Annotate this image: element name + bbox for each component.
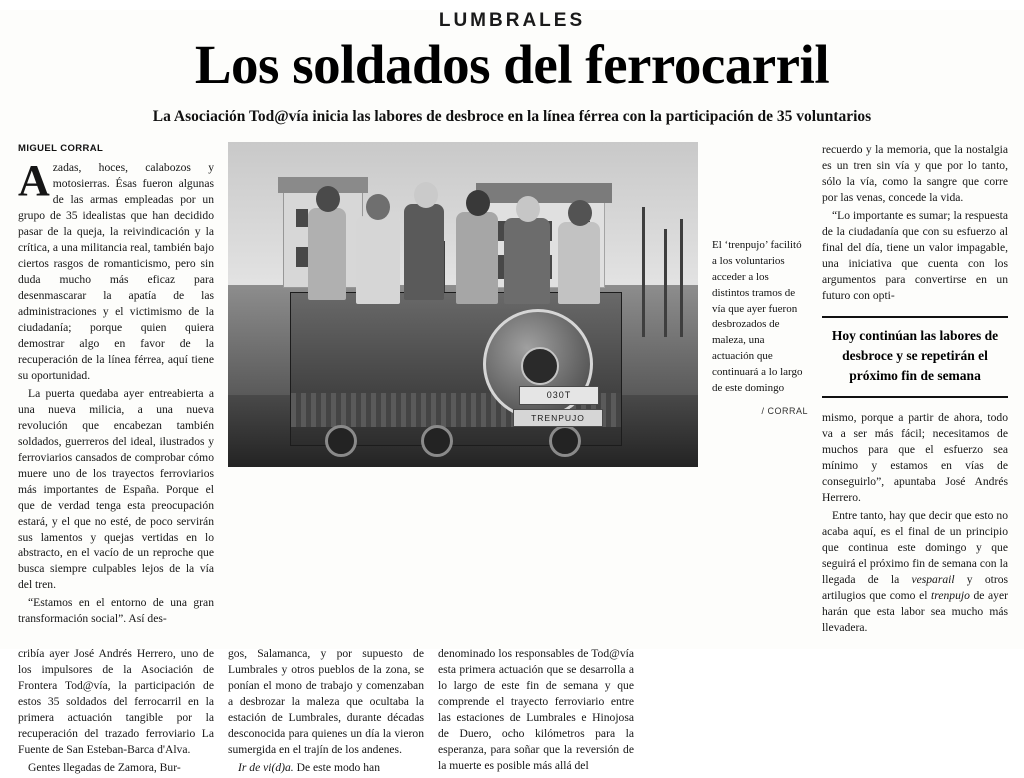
column-bottom-2: [228, 646, 424, 778]
term-trenpujo: trenpujo: [931, 589, 970, 603]
photo-caption-column: [712, 142, 808, 418]
paragraph-text-b: y otros artilugios que como el: [822, 573, 1009, 603]
photo-person: [308, 208, 346, 300]
photo-person-head: [516, 196, 540, 222]
photo-credit: / CORRAL: [761, 406, 808, 417]
paragraph: Gentes llegadas de Zamora, Bur-: [28, 761, 181, 775]
term-vesparail: vesparail: [911, 573, 955, 587]
photo-person: [404, 204, 444, 300]
photo-person: [558, 222, 600, 304]
photo-person: [356, 216, 400, 304]
photo-person-head: [466, 190, 490, 216]
byline: MIGUEL CORRAL: [18, 142, 104, 154]
paragraph-text-a: Entre tanto, hay que decir que esto no acaba aquí, es el final de un principio que continua este domingo y que seguirá el próximo fin de semana con la llegada de la: [822, 509, 1008, 587]
column-bottom-spacer: [648, 646, 844, 778]
newspaper-page: [0, 10, 1024, 775]
drop-cap: A: [18, 155, 50, 205]
bottom-row: [0, 646, 1024, 778]
paragraph: “Estamos en el entorno de una gran transformación social”. Así des-: [18, 596, 214, 626]
paragraph: denominado los responsables de Tod@vía esta primera actuación que se desarrolla a lo largo de este fin de semana y que comprende el trayecto ferroviario entre las estaciones de Lumbrales e Hinojosa de Duero, ocho kilómetros para la esperanza, para soñar que la reversión de la muerte es posible más allá del: [438, 647, 634, 773]
photo-person: [504, 218, 550, 304]
top-row: [18, 142, 1009, 638]
paragraph: recuerdo y la memoria, que la nostalgia es un tren sin vía y que por lo tanto, sólo la vía, como la sangre que corre por las venas, concede la vida.: [822, 142, 1008, 204]
photo-figure: [228, 142, 698, 467]
pull-quote: Hoy continúan las labores de desbroce y se repetirán el próximo fin de semana: [822, 316, 1008, 399]
photo-person-head: [366, 194, 390, 220]
section-kicker: LUMBRALES: [438, 10, 586, 31]
paragraph: cribía ayer José Andrés Herrero, uno de los impulsores de la Asociación de Frontera Tod@vía, la participación de estos 35 soldados del ferrocarril en la primera actuación tangible por la recuperación del trazado ferroviario La Fuente de San Esteban-Barca d'Alva.: [18, 647, 214, 757]
column-bottom-1: [18, 646, 214, 778]
paragraph: mismo, porque a partir de ahora, todo va a ser más fácil; necesitamos de muchos para que el esfuerzo sea mínimo y estamos en vías de conseguirlo”, apuntaba José Andrés Herrero.: [822, 411, 1008, 505]
article-subhead: La Asociación Tod@vía inicia las labores de desbroce en la línea férrea con la participación de 35 voluntarios: [152, 107, 872, 125]
paragraph: [228, 760, 424, 776]
subhead-ir-de-vida: Ir de vi(d)a.: [238, 761, 294, 775]
photo-person-head: [414, 182, 438, 208]
column-left-top: [18, 142, 214, 630]
photo-person-head: [568, 200, 592, 226]
photo-wheel-hub: [521, 347, 559, 385]
paragraph: La puerta quedaba ayer entreabierta a una nueva milicia, a una nueva revolución que encabezan también soldados, guerreros del ideal, ilustrados y ferroviarios cansados de comprobar cómo muere uno de los trayectos ferroviarios más importantes de España. Porque el que de verdad tenga esta preocupación estará, y el que no esté, de poco servirán sus lamentos y quejas vertidas en lo abstracto, en el vacío de un reproche que busca siempre culpables lejos de la vía del tren.: [18, 386, 214, 592]
article-photo: [228, 142, 698, 467]
paragraph: gos, Salamanca, y por supuesto de Lumbrales y otros pueblos de la zona, se ponían el mono de trabajo y comenzaban a desbrozar la maleza que ocultaba la estación de Lumbrales, durante décadas desconocida para quienes un día la vieron sumergida en el trajín de los andenes.: [228, 647, 424, 757]
photo-caption: El ‘trenpujo’ facilitó a los voluntarios acceder a los distintos tramos de vía que ayer fueron desbrozados de maleza, una actuación que continuará a lo largo de este domingo: [712, 238, 803, 395]
page-title: Los soldados del ferrocarril: [194, 34, 830, 95]
column-right: [822, 142, 1008, 638]
paragraph-lead-text: zadas, hoces, calabozos y motosierras. Ésas fueron algunas de las armas empleadas por un grupo de 35 idealistas que han decidido pasar de la queja, la reivindicación y la crítica, a una militancia real, también bajo ciertos rasgos de romanticismo, pero sin duda mucho más eficaz para desenmascarar la apatía de las administraciones y el victimismo de la ciudadanía; porque quien quiera demostrar algo en favor de la recuperación de la línea férrea, aquí tiene su oportunidad.: [18, 160, 214, 382]
paragraph-lead: [18, 155, 214, 384]
article-body: [0, 142, 1024, 638]
paragraph: [822, 508, 1008, 636]
paragraph-text-c: de ayer harán que esta labor sea mucho más llevadera.: [822, 589, 1008, 635]
photo-person: [456, 212, 498, 304]
photo-railcar: [290, 292, 622, 446]
paragraph: “Lo importante es sumar; la respuesta de la ciudadanía que con su esfuerzo al final del día, tiene un valor impagable, una iniciativa que cuenta con los argumentos para convertirse en un futuro con opti-: [822, 208, 1008, 302]
photo-plate-number: 030T: [519, 386, 599, 405]
column-bottom-3: [438, 646, 634, 778]
photo-person-head: [316, 186, 340, 212]
paragraph-text: De este modo han: [293, 761, 380, 775]
photo-plate-name: TRENPUJO: [513, 409, 603, 427]
